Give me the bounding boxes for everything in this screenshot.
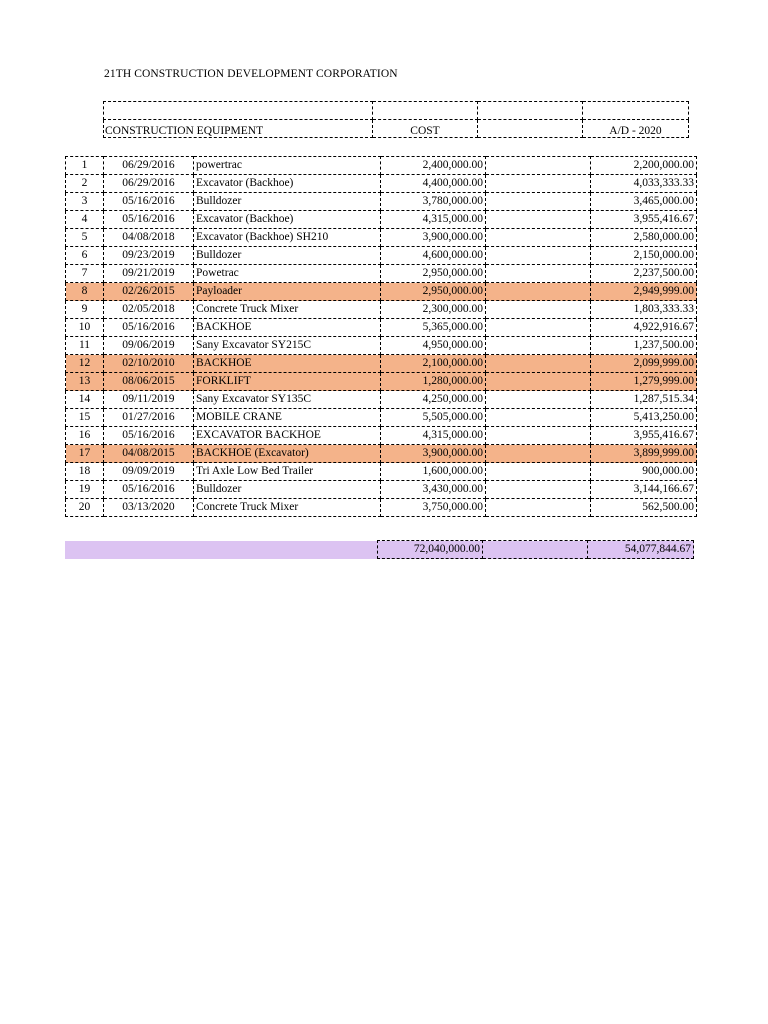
row-cost: 2,950,000.00	[381, 283, 486, 301]
row-number: 4	[66, 211, 104, 229]
row-date: 01/27/2016	[104, 409, 194, 427]
table-row	[66, 409, 697, 427]
row-number: 15	[66, 409, 104, 427]
row-number: 1	[66, 157, 104, 175]
row-date: 06/29/2016	[104, 175, 194, 193]
row-ad: 3,144,166.67	[591, 481, 697, 499]
row-date: 02/10/2010	[104, 355, 194, 373]
row-cost: 4,400,000.00	[381, 175, 486, 193]
row-ad: 900,000.00	[591, 463, 697, 481]
row-number: 17	[66, 445, 104, 463]
row-blank-cell	[486, 373, 591, 391]
totals-spacer	[102, 541, 191, 559]
row-blank-cell	[486, 301, 591, 319]
row-ad: 2,237,500.00	[591, 265, 697, 283]
row-ad: 3,899,999.00	[591, 445, 697, 463]
table-row	[66, 265, 697, 283]
header-cell-empty	[478, 120, 583, 138]
row-equipment: Sany Excavator SY215C	[194, 337, 381, 355]
row-equipment: Excavator (Backhoe)	[194, 211, 381, 229]
table-row	[66, 301, 697, 319]
table-row	[66, 283, 697, 301]
row-ad: 2,099,999.00	[591, 355, 697, 373]
row-equipment: BACKHOE	[194, 319, 381, 337]
row-blank-cell	[486, 427, 591, 445]
row-cost: 3,900,000.00	[381, 445, 486, 463]
row-cost: 2,300,000.00	[381, 301, 486, 319]
row-date: 03/13/2020	[104, 499, 194, 517]
row-equipment: BACKHOE	[194, 355, 381, 373]
table-row	[66, 445, 697, 463]
header-cost: COST	[373, 120, 478, 138]
table-row	[66, 157, 697, 175]
row-cost: 4,950,000.00	[381, 337, 486, 355]
row-ad: 3,955,416.67	[591, 427, 697, 445]
table-row	[66, 355, 697, 373]
row-cost: 1,280,000.00	[381, 373, 486, 391]
row-blank-cell	[486, 211, 591, 229]
header-spacer-row	[104, 102, 689, 120]
row-equipment: powertrac	[194, 157, 381, 175]
row-date: 05/16/2016	[104, 427, 194, 445]
row-ad: 2,949,999.00	[591, 283, 697, 301]
row-number: 19	[66, 481, 104, 499]
table-row	[66, 319, 697, 337]
row-ad: 1,287,515.34	[591, 391, 697, 409]
row-date: 09/23/2019	[104, 247, 194, 265]
total-cost: 72,040,000.00	[378, 541, 483, 559]
row-equipment: FORKLIFT	[194, 373, 381, 391]
row-blank-cell	[486, 337, 591, 355]
row-ad: 3,955,416.67	[591, 211, 697, 229]
row-date: 02/26/2015	[104, 283, 194, 301]
row-blank-cell	[486, 265, 591, 283]
row-number: 5	[66, 229, 104, 247]
row-number: 16	[66, 427, 104, 445]
row-cost: 1,600,000.00	[381, 463, 486, 481]
row-cost: 4,315,000.00	[381, 211, 486, 229]
row-blank-cell	[486, 391, 591, 409]
header-label-row	[104, 120, 689, 138]
row-cost: 4,315,000.00	[381, 427, 486, 445]
row-number: 3	[66, 193, 104, 211]
header-ad: A/D - 2020	[583, 120, 689, 138]
row-date: 09/11/2019	[104, 391, 194, 409]
totals-spacer	[191, 541, 378, 559]
row-equipment: Sany Excavator SY135C	[194, 391, 381, 409]
row-equipment: Concrete Truck Mixer	[194, 499, 381, 517]
table-row	[66, 193, 697, 211]
equipment-table-body	[66, 157, 697, 517]
row-equipment: Payloader	[194, 283, 381, 301]
row-ad: 2,580,000.00	[591, 229, 697, 247]
row-cost: 3,900,000.00	[381, 229, 486, 247]
row-ad: 3,465,000.00	[591, 193, 697, 211]
row-blank-cell	[486, 157, 591, 175]
row-equipment: Bulldozer	[194, 481, 381, 499]
row-cost: 2,400,000.00	[381, 157, 486, 175]
row-number: 20	[66, 499, 104, 517]
row-ad: 2,200,000.00	[591, 157, 697, 175]
row-ad: 5,413,250.00	[591, 409, 697, 427]
row-number: 18	[66, 463, 104, 481]
totals-row	[65, 541, 694, 559]
row-number: 2	[66, 175, 104, 193]
row-date: 09/06/2019	[104, 337, 194, 355]
row-cost: 4,250,000.00	[381, 391, 486, 409]
row-ad: 4,033,333.33	[591, 175, 697, 193]
row-number: 12	[66, 355, 104, 373]
totals-table	[65, 540, 694, 559]
header-cell-empty	[373, 102, 478, 120]
header-cell-empty	[104, 102, 373, 120]
table-row	[66, 481, 697, 499]
row-equipment: Excavator (Backhoe) SH210	[194, 229, 381, 247]
column-header-table	[103, 101, 689, 138]
document-title: 21TH CONSTRUCTION DEVELOPMENT CORPORATION	[104, 68, 398, 80]
row-blank-cell	[486, 283, 591, 301]
row-date: 08/06/2015	[104, 373, 194, 391]
row-cost: 3,750,000.00	[381, 499, 486, 517]
row-ad: 1,803,333.33	[591, 301, 697, 319]
header-cell-empty	[478, 102, 583, 120]
row-ad: 1,279,999.00	[591, 373, 697, 391]
row-number: 14	[66, 391, 104, 409]
row-number: 13	[66, 373, 104, 391]
row-blank-cell	[486, 499, 591, 517]
row-blank-cell	[486, 175, 591, 193]
row-equipment: Concrete Truck Mixer	[194, 301, 381, 319]
row-ad: 1,237,500.00	[591, 337, 697, 355]
row-ad: 562,500.00	[591, 499, 697, 517]
row-equipment: Bulldozer	[194, 247, 381, 265]
row-cost: 2,100,000.00	[381, 355, 486, 373]
table-row	[66, 247, 697, 265]
table-row	[66, 499, 697, 517]
row-blank-cell	[486, 481, 591, 499]
row-cost: 3,430,000.00	[381, 481, 486, 499]
row-cost: 5,505,000.00	[381, 409, 486, 427]
row-date: 09/21/2019	[104, 265, 194, 283]
header-cell-empty	[583, 102, 689, 120]
row-blank-cell	[486, 193, 591, 211]
equipment-table	[65, 156, 697, 517]
row-date: 06/29/2016	[104, 157, 194, 175]
row-number: 6	[66, 247, 104, 265]
row-blank-cell	[486, 445, 591, 463]
row-equipment: Bulldozer	[194, 193, 381, 211]
row-number: 11	[66, 337, 104, 355]
row-number: 10	[66, 319, 104, 337]
row-blank-cell	[486, 319, 591, 337]
row-cost: 4,600,000.00	[381, 247, 486, 265]
total-ad: 54,077,844.67	[588, 541, 694, 559]
row-ad: 2,150,000.00	[591, 247, 697, 265]
totals-spacer	[65, 541, 102, 559]
row-date: 04/08/2015	[104, 445, 194, 463]
row-blank-cell	[486, 247, 591, 265]
row-date: 05/16/2016	[104, 481, 194, 499]
table-row	[66, 391, 697, 409]
row-date: 02/05/2018	[104, 301, 194, 319]
row-date: 04/08/2018	[104, 229, 194, 247]
row-cost: 2,950,000.00	[381, 265, 486, 283]
table-row	[66, 427, 697, 445]
row-equipment: EXCAVATOR BACKHOE	[194, 427, 381, 445]
table-row	[66, 463, 697, 481]
table-row	[66, 211, 697, 229]
row-blank-cell	[486, 355, 591, 373]
row-date: 05/16/2016	[104, 211, 194, 229]
table-row	[66, 373, 697, 391]
row-ad: 4,922,916.67	[591, 319, 697, 337]
row-equipment: MOBILE CRANE	[194, 409, 381, 427]
table-row	[66, 337, 697, 355]
totals-blank-cell	[483, 541, 588, 559]
row-equipment: Powetrac	[194, 265, 381, 283]
row-blank-cell	[486, 229, 591, 247]
row-number: 7	[66, 265, 104, 283]
row-equipment: Excavator (Backhoe)	[194, 175, 381, 193]
row-number: 8	[66, 283, 104, 301]
row-equipment: BACKHOE (Excavator)	[194, 445, 381, 463]
row-cost: 3,780,000.00	[381, 193, 486, 211]
row-blank-cell	[486, 409, 591, 427]
row-date: 05/16/2016	[104, 319, 194, 337]
row-number: 9	[66, 301, 104, 319]
row-cost: 5,365,000.00	[381, 319, 486, 337]
table-row	[66, 175, 697, 193]
row-date: 05/16/2016	[104, 193, 194, 211]
header-equipment: CONSTRUCTION EQUIPMENT	[104, 120, 373, 138]
table-row	[66, 229, 697, 247]
row-equipment: Tri Axle Low Bed Trailer	[194, 463, 381, 481]
row-date: 09/09/2019	[104, 463, 194, 481]
row-blank-cell	[486, 463, 591, 481]
